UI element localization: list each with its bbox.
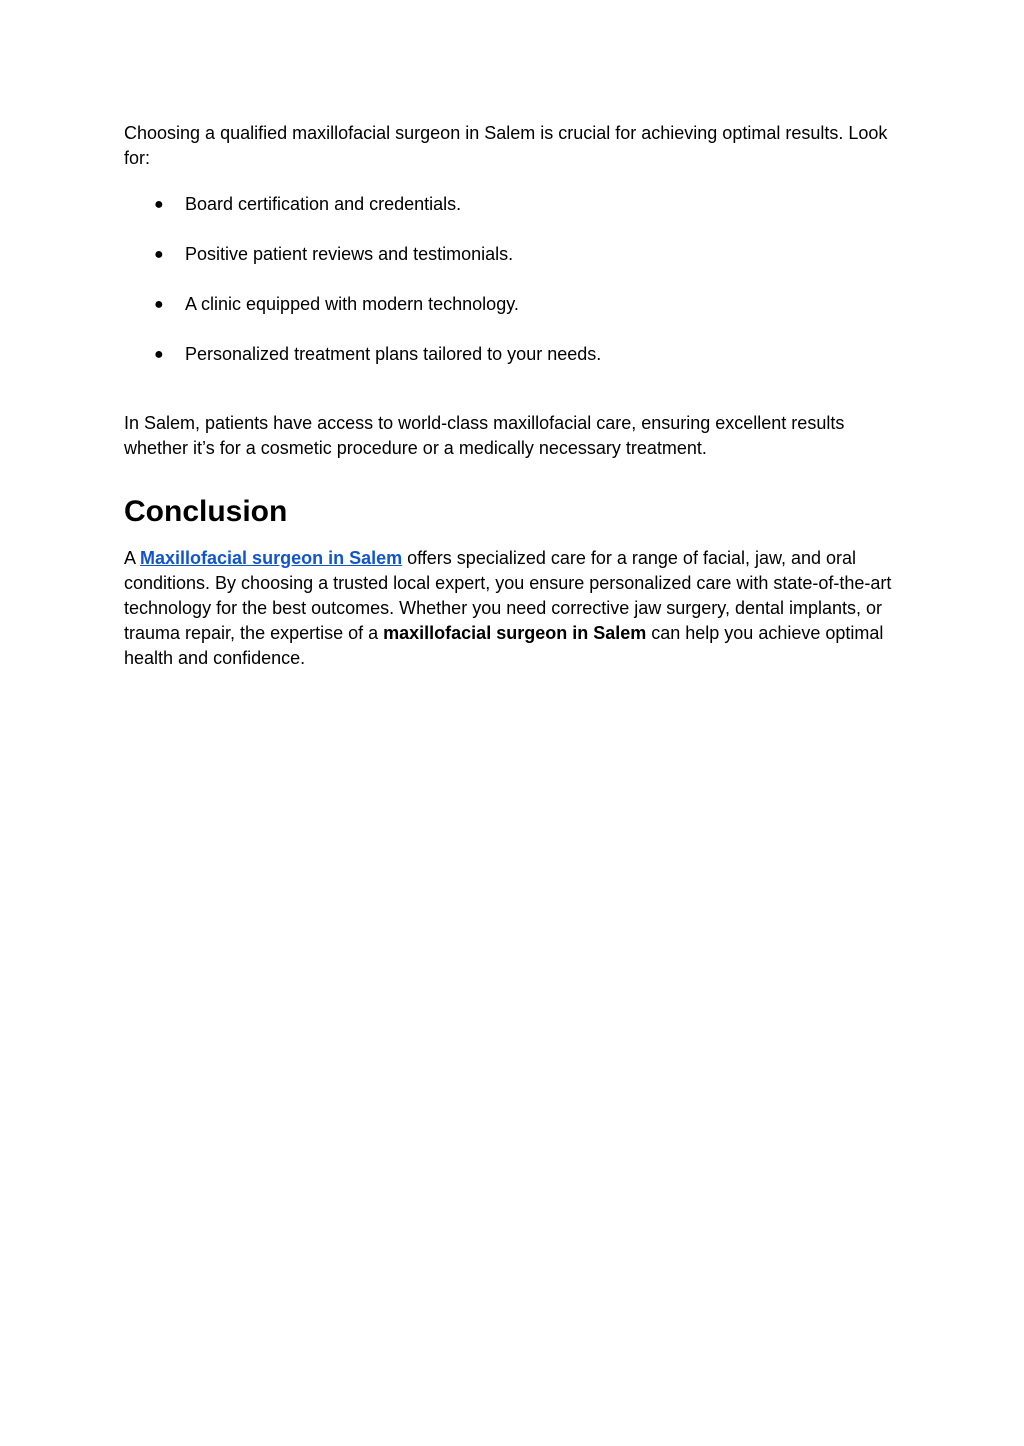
bullet-icon: ●	[154, 346, 164, 363]
list-item-text: Personalized treatment plans tailored to your needs.	[185, 344, 602, 364]
list-item	[124, 192, 904, 217]
bullet-icon: ●	[154, 196, 164, 213]
conclusion-prefix: A	[124, 548, 141, 568]
maxillofacial-surgeon-link[interactable]: Maxillofacial surgeon in Salem	[140, 548, 403, 568]
intro-paragraph: Choosing a qualified maxillofacial surgeon in Salem is crucial for achieving optimal results. Look for:	[124, 123, 888, 168]
document-page	[124, 121, 904, 671]
list-item-text: Board certification and credentials.	[185, 194, 462, 214]
salem-paragraph: In Salem, patients have access to world-class maxillofacial care, ensuring excellent results whether it’s for a cosmetic procedure or a medically necessary treatment.	[124, 413, 845, 458]
list-item-text: Positive patient reviews and testimonials.	[185, 244, 514, 264]
list-item	[124, 342, 904, 367]
criteria-list	[124, 192, 904, 367]
list-item	[124, 292, 904, 317]
list-item-text: A clinic equipped with modern technology.	[185, 294, 519, 314]
bullet-icon: ●	[154, 296, 164, 313]
conclusion-suffix: can help you achieve optimal health and confidence.	[124, 623, 884, 668]
conclusion-middle-text: offers specialized care for a range of facial, jaw, and oral conditions. By choosing a trusted local expert, you ensure personalized care with state-of-the-art technology for the best outcomes. Whether you need corrective jaw surgery, dental implants, or trauma repair, the expertise of a	[124, 548, 892, 643]
conclusion-paragraph	[124, 546, 904, 671]
bullet-icon: ●	[154, 246, 164, 263]
list-item	[124, 242, 904, 267]
conclusion-bold-text: maxillofacial surgeon in Salem	[383, 623, 647, 643]
conclusion-heading: Conclusion	[124, 495, 288, 528]
